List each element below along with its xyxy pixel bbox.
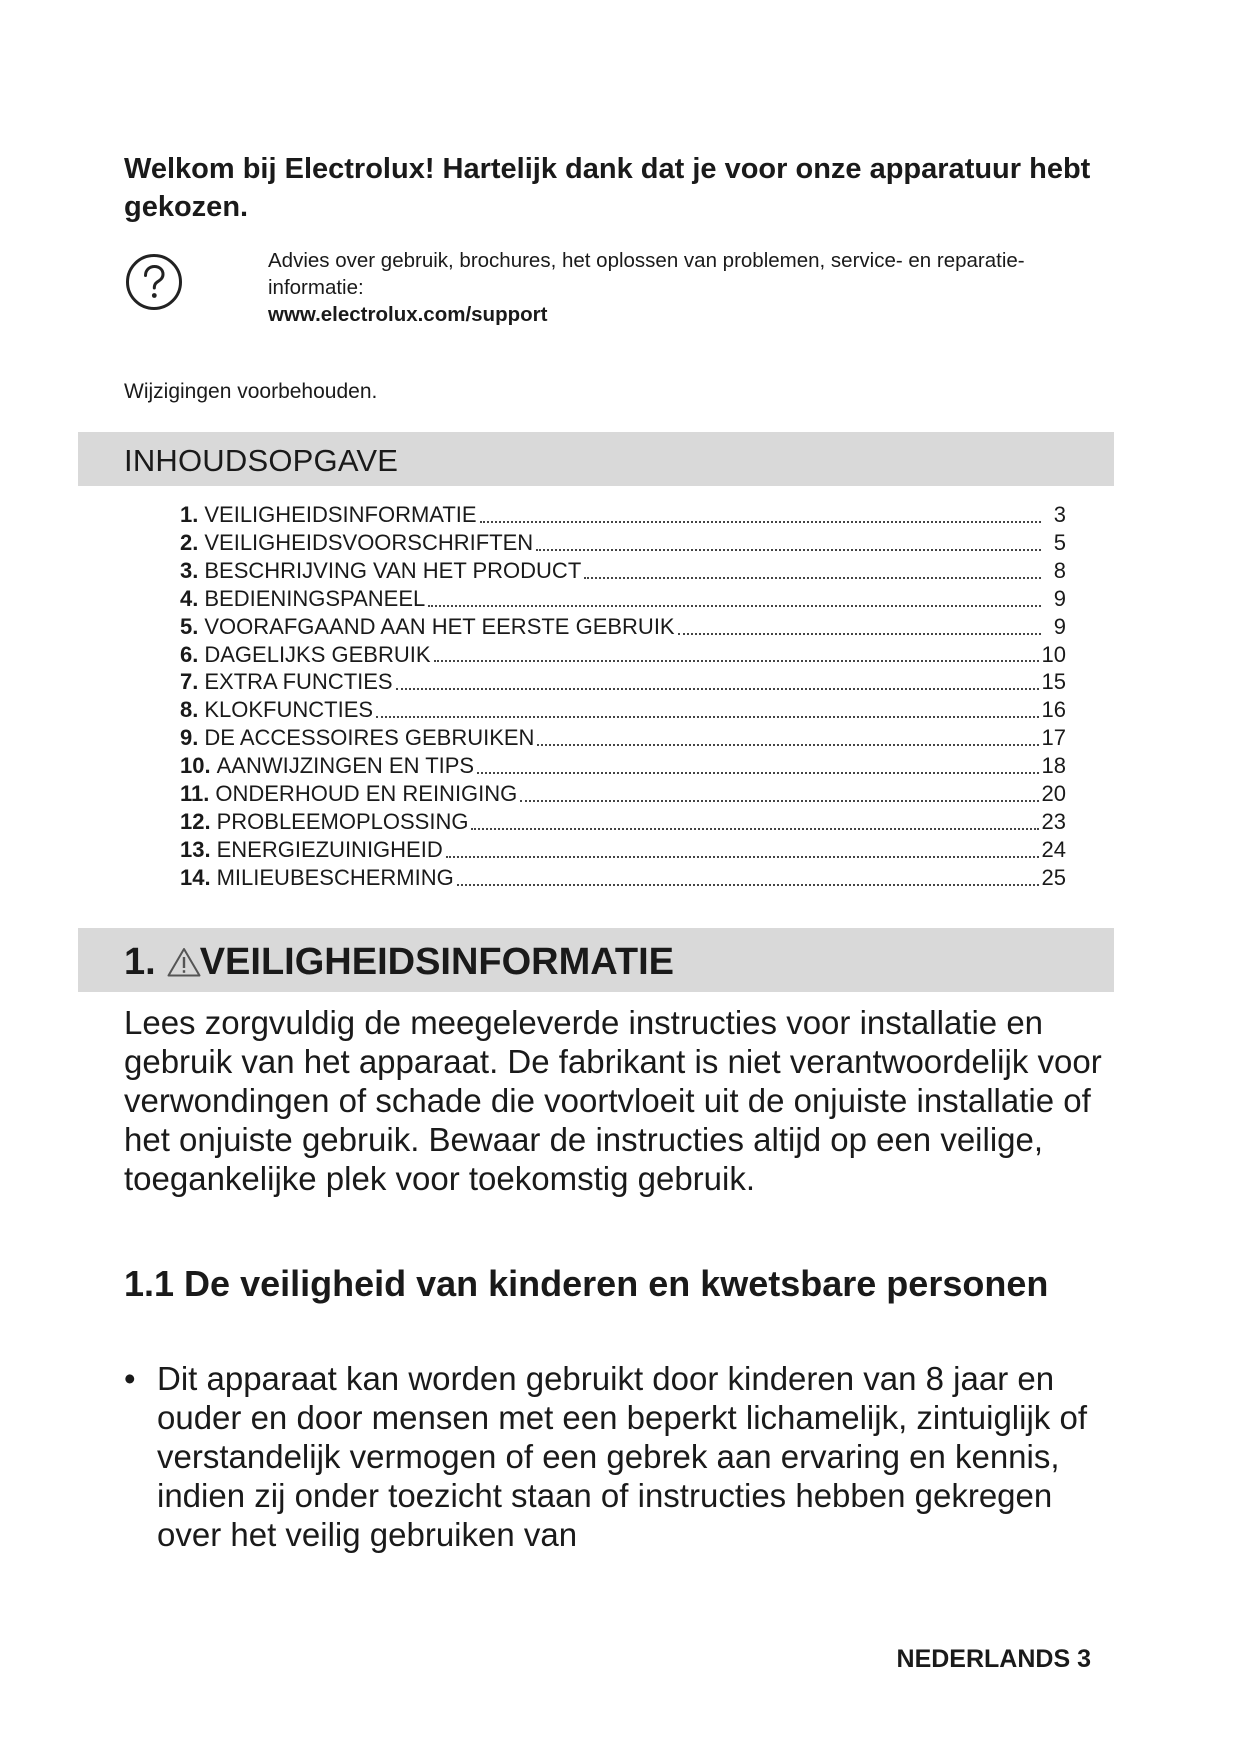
toc-entry-number: 13. xyxy=(180,836,211,862)
toc-entry[interactable] xyxy=(180,752,1066,780)
toc-dot-leader xyxy=(434,660,1039,662)
toc-title: INHOUDSOPGAVE xyxy=(124,443,399,478)
toc-entry-title: DE ACCESSOIRES GEBRUIKEN xyxy=(204,725,535,751)
toc-entry-page: 25 xyxy=(1041,864,1066,890)
toc-entry[interactable] xyxy=(180,808,1066,836)
toc-dot-leader xyxy=(428,605,1041,607)
toc-entry-title: VEILIGHEIDSINFORMATIE xyxy=(204,502,477,527)
bullet-mark: • xyxy=(124,1360,136,1397)
toc-entry-page: 9 xyxy=(1053,613,1066,639)
toc-entry[interactable] xyxy=(180,641,1066,669)
toc-entry-title: PROBLEEMOPLOSSING xyxy=(216,808,469,834)
toc-entry[interactable] xyxy=(180,668,1066,696)
toc-entry-page: 8 xyxy=(1053,557,1066,583)
toc-entry[interactable] xyxy=(180,696,1066,724)
toc-entry-page: 3 xyxy=(1053,502,1066,527)
toc-entry-page: 16 xyxy=(1041,697,1066,723)
section-1-1-title: 1.1 De veiligheid van kinderen en kwetsbare personen xyxy=(124,1263,1049,1304)
toc-entry-page: 15 xyxy=(1041,669,1066,695)
toc-entry-page: 17 xyxy=(1041,725,1066,751)
toc-entry-page: 18 xyxy=(1041,753,1066,779)
toc-entry[interactable] xyxy=(180,836,1066,864)
toc-entry-page: 10 xyxy=(1041,641,1066,667)
support-link[interactable]: www.electrolux.com/support xyxy=(268,303,548,326)
toc-entry[interactable] xyxy=(180,585,1066,613)
toc-dot-leader xyxy=(480,521,1041,523)
toc-entry-number: 14. xyxy=(180,864,211,890)
toc-entry-number: 1. xyxy=(180,502,199,527)
toc-entry-number: 5. xyxy=(180,613,199,639)
toc-entry-page: 5 xyxy=(1053,529,1066,555)
toc-entry-title: EXTRA FUNCTIES xyxy=(204,669,393,695)
toc-entry-title: VEILIGHEIDSVOORSCHRIFTEN xyxy=(204,529,534,555)
toc-entry-title: KLOKFUNCTIES xyxy=(204,697,374,723)
toc-entry[interactable] xyxy=(180,557,1066,585)
disclaimer-text: Wijzigingen voorbehouden. xyxy=(124,380,378,403)
toc-entry-number: 11. xyxy=(180,781,210,807)
toc-dot-leader xyxy=(376,716,1038,718)
toc-entry[interactable] xyxy=(180,864,1066,892)
toc-entry-number: 7. xyxy=(180,669,199,695)
toc-entry[interactable] xyxy=(180,724,1066,752)
toc-dot-leader xyxy=(477,772,1038,774)
toc-entry-number: 6. xyxy=(180,641,199,667)
toc-dot-leader xyxy=(457,884,1039,886)
toc-entry-number: 9. xyxy=(180,725,199,751)
toc-entry-number: 12. xyxy=(180,808,211,834)
toc-entry-page: 20 xyxy=(1041,781,1066,807)
table-of-contents xyxy=(180,501,1066,892)
toc-entry-title: BEDIENINGSPANEEL xyxy=(204,585,426,611)
toc-entry-page: 23 xyxy=(1041,808,1066,834)
toc-dot-leader xyxy=(536,549,1041,551)
toc-entry-title: DAGELIJKS GEBRUIK xyxy=(204,641,431,667)
toc-entry[interactable] xyxy=(180,780,1066,808)
toc-entry-number: 4. xyxy=(180,585,199,611)
toc-entry-number: 3. xyxy=(180,557,199,583)
section-1-number: 1. xyxy=(124,941,156,983)
toc-entry[interactable] xyxy=(180,501,1066,529)
toc-dot-leader xyxy=(584,577,1041,579)
toc-entry-title: ENERGIEZUINIGHEID xyxy=(216,836,443,862)
welcome-heading: Welkom bij Electrolux! Hartelijk dank dat je voor onze apparatuur hebt gekozen. xyxy=(124,153,1091,223)
toc-dot-leader xyxy=(446,856,1039,858)
page-footer: NEDERLANDS 3 xyxy=(896,1645,1091,1673)
section-1-heading-text: VEILIGHEIDSINFORMATIE xyxy=(199,941,675,983)
toc-dot-leader xyxy=(471,828,1038,830)
toc-entry-number: 8. xyxy=(180,697,199,723)
support-description: Advies over gebruik, brochures, het oplossen van problemen, service- en reparatie-informatie: xyxy=(268,249,1025,299)
toc-entry[interactable] xyxy=(180,529,1066,557)
toc-entry-page: 9 xyxy=(1053,585,1066,611)
warning-triangle-icon xyxy=(166,946,202,978)
toc-entry[interactable] xyxy=(180,613,1066,641)
section-1-title xyxy=(124,940,674,984)
bullet-text: Dit apparaat kan worden gebruikt door kinderen van 8 jaar en ouder en door mensen met een beperkt lichamelijk, zintuiglijk of verstandelijk vermogen of een gebrek aan ervaring en kennis, indien zij onder toezicht staan of instructies hebben gekregen over het veilig gebruiken van xyxy=(157,1360,1087,1553)
toc-entry-title: VOORAFGAAND AAN HET EERSTE GEBRUIK xyxy=(204,613,675,639)
toc-entry-title: MILIEUBESCHERMING xyxy=(216,864,454,890)
toc-dot-leader xyxy=(537,744,1038,746)
toc-entry-title: AANWIJZINGEN EN TIPS xyxy=(216,753,475,779)
toc-dot-leader xyxy=(520,800,1038,802)
toc-dot-leader xyxy=(678,633,1041,635)
question-circle-icon xyxy=(124,252,184,312)
list-item xyxy=(124,1359,1114,1554)
toc-entry-number: 2. xyxy=(180,529,199,555)
toc-entry-title: ONDERHOUD EN REINIGING xyxy=(215,781,518,807)
toc-dot-leader xyxy=(396,688,1039,690)
toc-entry-number: 10. xyxy=(180,753,211,779)
toc-entry-page: 24 xyxy=(1041,836,1066,862)
toc-entry-title: BESCHRIJVING VAN HET PRODUCT xyxy=(204,557,582,583)
section-1-intro: Lees zorgvuldig de meegeleverde instructies voor installatie en gebruik van het apparaat. De fabrikant is niet verantwoordelijk voor verwondingen of schade die voortvloeit uit de onjuiste installatie of het onjuiste gebruik. Bewaar de instructies altijd op een veilige, toegankelijke plek voor toekomstig gebruik. xyxy=(124,1004,1102,1197)
support-info xyxy=(268,247,1108,328)
